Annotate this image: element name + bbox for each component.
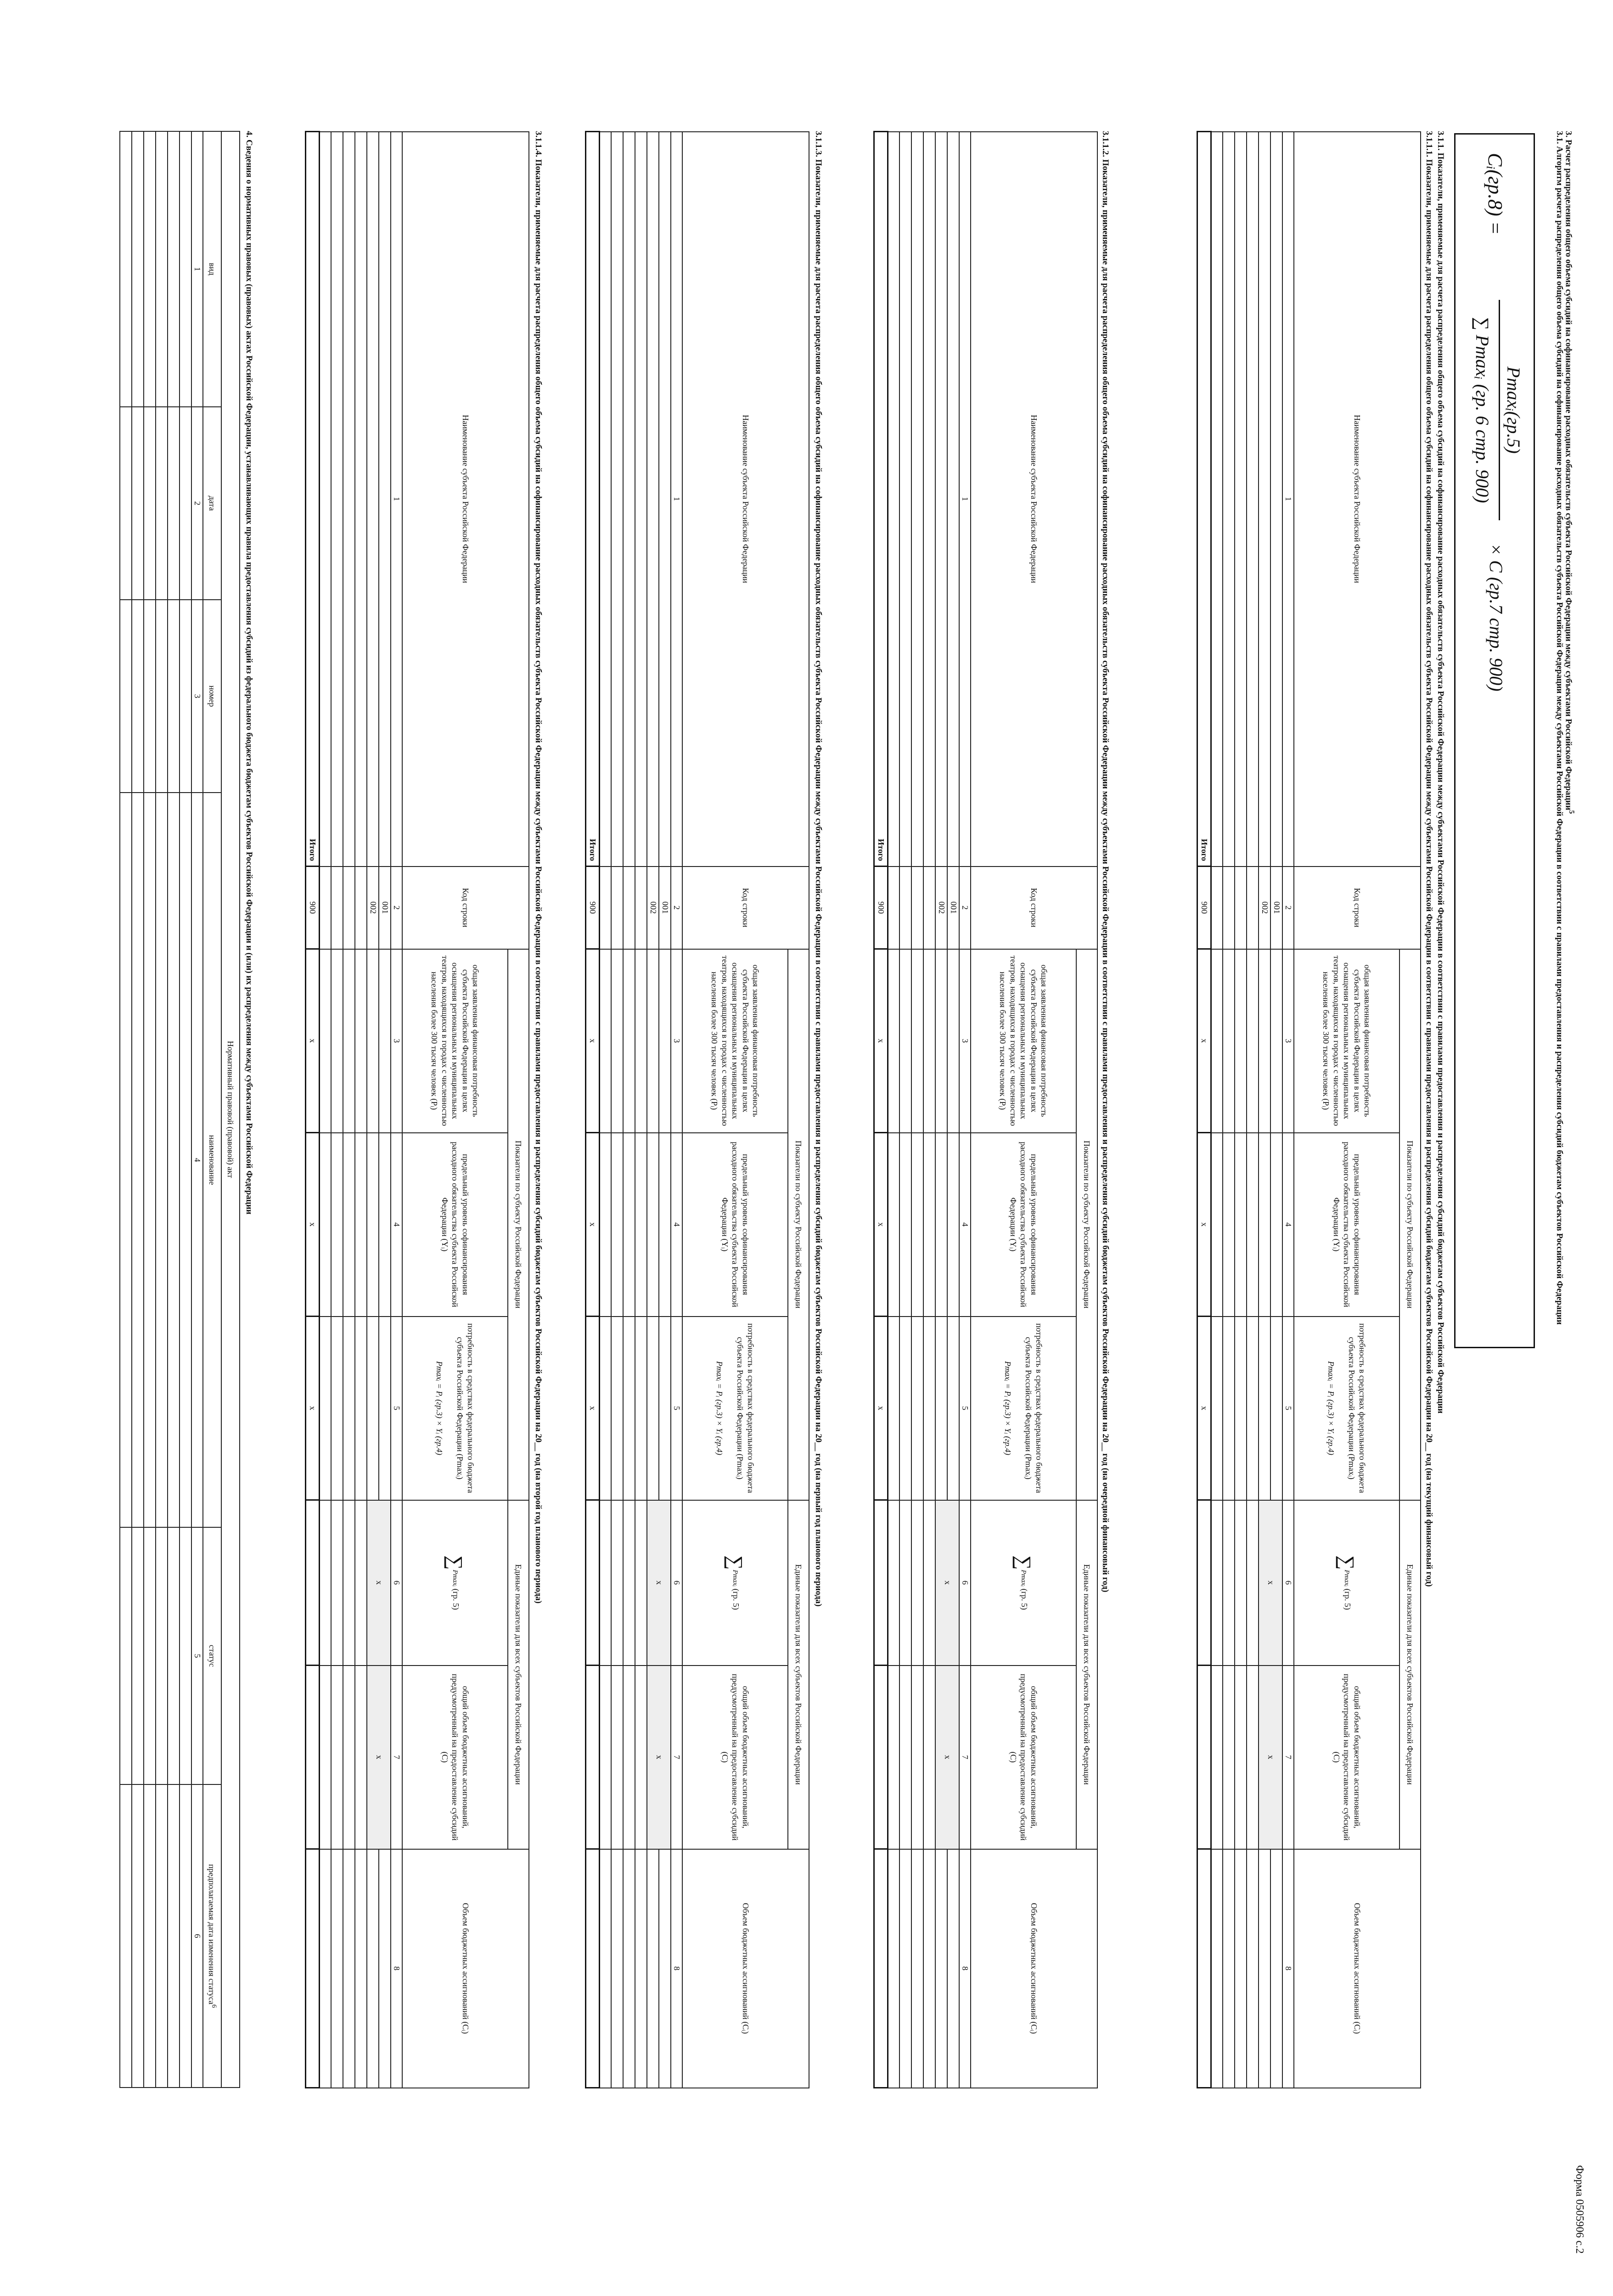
col-level: предельный уровень софинансирования расходного обязательства субъекта Российской Федерации (Yᵢ) [1294,1133,1399,1317]
section-3-title: 3.1.1.3. Показатели, применяемые для расчета распределения общего объема субсидий на софинансирование расходных обязательств субъекта Российской Федерации между субъектами Российской Федерации в соответствии с правилами предоставления и распределения субсидий бюджетам субъектов Российской Федерации на 20__ год (на первый год планового периода) [814,131,823,1607]
col-sum-pmax [1294,1500,1399,1666]
group-subject: Показатели по субъекту Российской Федерации [1399,949,1421,1500]
sum-suffix: (гр. 5) [1343,1588,1352,1610]
col-act-status: статус [203,1527,221,1784]
table-row: 001 x x [659,132,671,2088]
table-row: 001 x x [379,132,391,2088]
heading-3-1-1: 3.1.1. Показатели, применяемые для расчета распределения общего объема субсидий на софинансирование расходных обязательств субъекта Российской Федерации между субъектами Российской Федерации в соответствии с правилами предоставления и распределения субсидий бюджетам субъектов Российской Федерации [1436,131,1445,1414]
col-act-date: дата [203,407,221,600]
table-row: 001 x x [1271,132,1283,2088]
table-row: 001 x x [948,132,960,2088]
table-row [120,131,132,2088]
formula-lhs: Cᵢ(гр.8) = [1484,153,1506,235]
table-row: 002 [936,132,948,2088]
table-row: 002 [367,132,379,2088]
heading-3-footnote: 5 [1568,810,1575,814]
normative-act-group: Нормативный правовой (правовой) акт [221,131,240,2088]
total-row: Итого 900 x x x [874,132,888,2088]
total-row: Итого 900 x x x [1197,132,1211,2088]
col-row-code: Код строки [1294,867,1421,949]
section-3-table: Наименование субъекта Российской Федерации Код строки Показатели по субъекту Российской Федерации Единые показатели для всех субъектов Российской Федерации Объем бюджетных ассигнований (Cᵢ) общая заявленная финансовая потребность субъекта Российской Федерации в целях оснащения региональных и муниципальных театров, находящихся в городах с численностью населения более 300 тысяч человек (Pᵢ) предельный уровень софинансирования расходного обязательства субъекта Российской Федерации (Yᵢ) потребность в средствах федерального бюджета субъекта Российской Федерации (Pmaxᵢ) Pmaxᵢ = Pᵢ (гр.3) × Yᵢ (гр.4) ∑Pmaxᵢ (гр. 5) общий объем бюджетных ассигнований, предусмотренный на предоставление субсидий (C) 1 2 3 4 5 6 7 8 001 x x 002 Итого 900 x x x [585,131,809,2088]
sum-symbol: ∑ [1336,1555,1358,1570]
heading-3-text: 3. Расчет распределения общего объема субсидий на софинансирование расходных обязательств субъекта Российской Федерации между субъектами Российской Федерации [1563,131,1574,810]
col-act-number: номер [203,600,221,793]
section-2-table: Наименование субъекта Российской Федерации Код строки Показатели по субъекту Российской Федерации Единые показатели для всех субъектов Российской Федерации Объем бюджетных ассигнований (Cᵢ) общая заявленная финансовая потребность субъекта Российской Федерации в целях оснащения региональных и муниципальных театров, находящихся в городах с численностью населения более 300 тысяч человек (Pᵢ) предельный уровень софинансирования расходного обязательства субъекта Российской Федерации (Yᵢ) потребность в средствах федерального бюджета субъекта Российской Федерации (Pmaxᵢ) Pmaxᵢ = Pᵢ (гр.3) × Yᵢ (гр.4) ∑Pmaxᵢ (гр. 5) общий объем бюджетных ассигнований, предусмотренный на предоставление субсидий (C) 1 2 3 4 5 6 7 8 001 x x 002 Итого 900 x x x [873,131,1098,2088]
table-row [156,131,168,2088]
col-amount: Объем бюджетных ассигнований (Cᵢ) [1294,1849,1421,2088]
formula-rhs: × C (гр.7 стр. 900) [1486,543,1506,692]
total-row: Итого 900 x x x [306,132,320,2088]
formula-box [1454,133,1535,1348]
table-row: 002 [647,132,659,2088]
heading-3-1: 3.1. Алгоритм расчета распределения общего объема субсидий на софинансирование расходных обязательств субъекта Российской Федерации между субъектами Российской Федерации в соответствии с правилами предоставления и распределения субсидий бюджетам субъектов Российской Федерации [1555,131,1564,1325]
form-label: Форма 0505906 с.2 [1574,2165,1585,2254]
section-1-table: Наименование субъекта Российской Федерации Код строки Показатели по субъекту Российской Федерации Единые показатели для всех субъектов Российской Федерации Объем бюджетных ассигнований (Cᵢ) общая заявленная финансовая потребность субъекта Российской Федерации в целях оснащения региональных и муниципальных театров, находящихся в городах с численностью населения более 300 тысяч человек (Pᵢ) предельный уровень софинансирования расходного обязательства субъекта Российской Федерации (Yᵢ) потребность в средствах федерального бюджета субъекта Российской Федерации (Pmaxᵢ) Pmaxᵢ = Pᵢ (гр.3) × Yᵢ (гр.4) ∑Pmaxᵢ (гр. 5) общий объем бюджетных ассигнований, предусмотренный на предоставление субсидий (C) 1 2 3 4 5 6 7 8 001 x x 002 Итого 900 x x x [1197,131,1421,2088]
section-1-title: 3.1.1.1. Показатели, применяемые для расчета распределения общего объема субсидий на софинансирование расходных обязательств субъекта Российской Федерации между субъектами Российской Федерации в соответствии с правилами предоставления и распределения субсидий бюджетам субъектов Российской Федерации на 20__ год (на текущий финансовый год) [1424,131,1434,1587]
sum-subscript: Pmaxᵢ [1343,1570,1350,1587]
formula-denominator: ∑ Pmaxᵢ (гр. 6 стр. 900) [1472,317,1493,503]
section-4-heading: 4. Сведения о нормативных правовых (правовых) актах Российской Федерации, устанавливающих правила предоставления субсидий из федерального бюджета бюджетам субъектов Российской Федерации и (или) их распределения между субъектами Российской Федерации [244,131,254,1215]
col-total: общий объем бюджетных ассигнований, предусмотренный на предоставление субсидий (C) [1294,1666,1399,1849]
col-need: общая заявленная финансовая потребность субъекта Российской Федерации в целях оснащения региональных и муниципальных театров, находящихся в городах с численностью населения более 300 тысяч человек (Pᵢ) [1294,949,1399,1133]
section-4-table: Наименование субъекта Российской Федерации Код строки Показатели по субъекту Российской Федерации Единые показатели для всех субъектов Российской Федерации Объем бюджетных ассигнований (Cᵢ) общая заявленная финансовая потребность субъекта Российской Федерации в целях оснащения региональных и муниципальных театров, находящихся в городах с численностью населения более 300 тысяч человек (Pᵢ) предельный уровень софинансирования расходного обязательства субъекта Российской Федерации (Yᵢ) потребность в средствах федерального бюджета субъекта Российской Федерации (Pmaxᵢ) Pmaxᵢ = Pᵢ (гр.3) × Yᵢ (гр.4) ∑Pmaxᵢ (гр. 5) общий объем бюджетных ассигнований, предусмотренный на предоставление субсидий (C) 1 2 3 4 5 6 7 8 001 x x 002 Итого 900 x x x [305,131,529,2088]
table-row [144,131,156,2088]
formula-numerator: Pmaxᵢ(гр.5) [1499,300,1524,520]
table-row [180,131,192,2088]
col-act-type: вид [203,131,221,407]
table-row [132,131,144,2088]
col-act-status-change-date: предполагаемая дата изменения статуса$^6$ [203,1784,221,2088]
total-row: Итого 900 x x x [586,132,600,2088]
heading-3 [1563,131,1575,814]
group-all-subjects: Единые показатели для всех субъектов Российской Федерации [1399,1500,1421,1849]
normative-acts-table: Нормативный правовой (правовой) акт вид дата номер наименование статус предполагаемая дата изменения статуса$^6$ 1 2 3 4 5 6 [120,131,241,2088]
section-4-title: 3.1.1.4. Показатели, применяемые для расчета распределения общего объема субсидий на софинансирование расходных обязательств субъекта Российской Федерации между субъектами Российской Федерации в соответствии с правилами предоставления и распределения субсидий бюджетам субъектов Российской Федерации на 20__ год (на второй год планового периода) [534,131,543,1604]
col-act-name: наименование [203,793,221,1527]
col-subject-name: Наименование субъекта Российской Федерации [1294,132,1421,867]
pmax-formula: Pmaxᵢ = Pᵢ (гр.3) × Yᵢ (гр.4) [1326,1361,1336,1455]
col-pmax: потребность в средствах федерального бюджета субъекта Российской Федерации (Pmaxᵢ) Pmaxᵢ = Pᵢ (гр.3) × Yᵢ (гр.4) [1294,1317,1399,1500]
table-row [168,131,180,2088]
table-row: 002 [1259,132,1271,2088]
section-2-title: 3.1.1.2. Показатели, применяемые для расчета распределения общего объема субсидий на софинансирование расходных обязательств субъекта Российской Федерации между субъектами Российской Федерации в соответствии с правилами предоставления и распределения субсидий бюджетам субъектов Российской Федерации на 20__ год (на очередной финансовый год) [1101,131,1110,1593]
